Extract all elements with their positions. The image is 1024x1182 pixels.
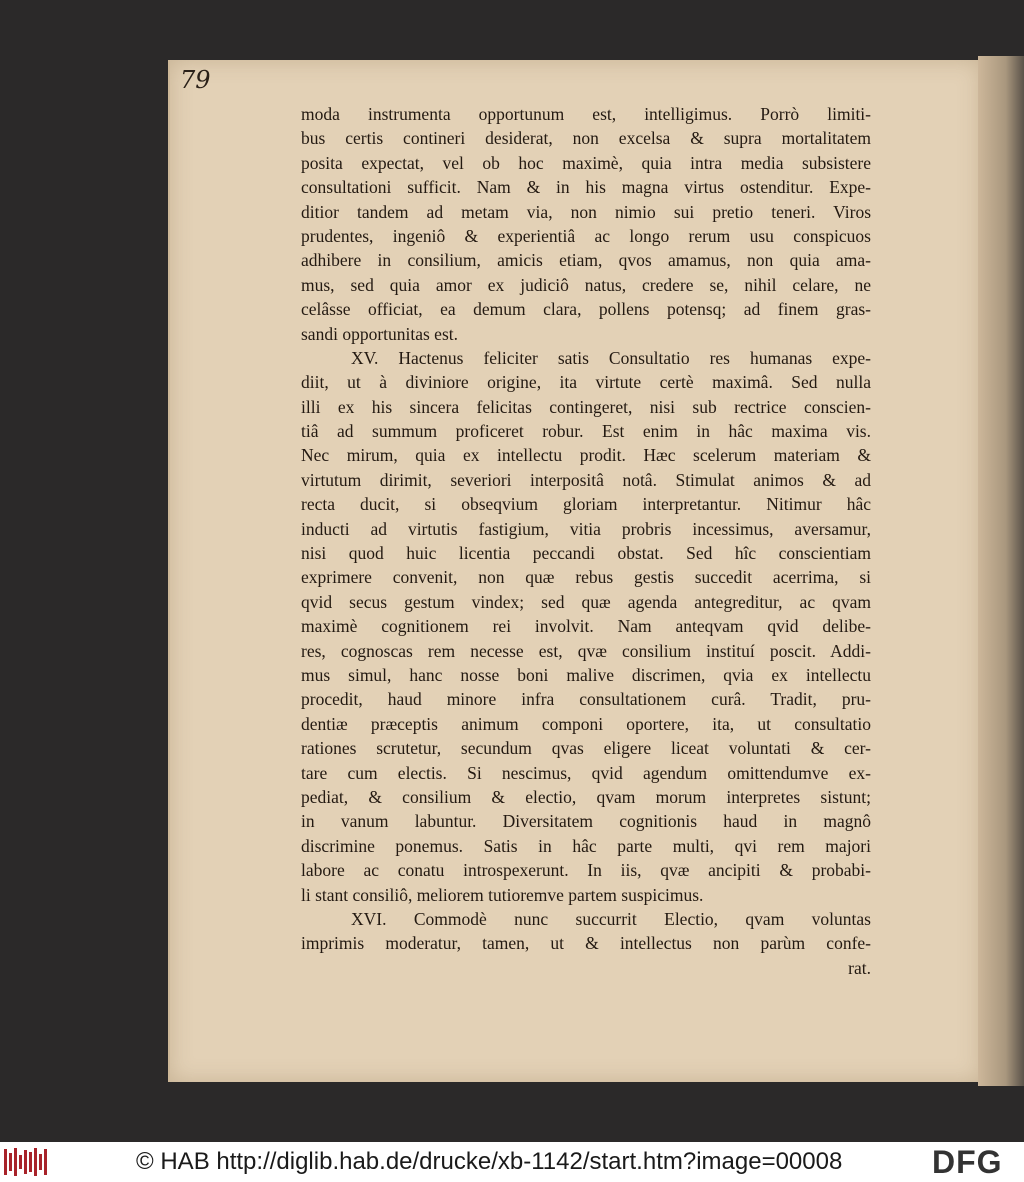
text-line: tiâ ad summum proficeret robur. Est enim in hâc maxima vis. [301,421,871,442]
dfg-logo: DFG [932,1144,1003,1180]
text-line: res, cognoscas rem necesse est, qvæ consilium instituí poscit. Addi- [301,640,871,661]
text-line: virtutum dirimit, severiori interpositâ notâ. Stimulat animos & ad [301,469,871,490]
text-line: ditior tandem ad metam via, non nimio sui pretio teneri. Viros [301,201,871,222]
text-line: rationes scrutetur, secundum qvas eligere liceat voluntati & cer- [301,738,871,759]
text-line: adhibere in consilium, amicis etiam, qvos amamus, non quia ama- [301,250,871,271]
text-line: moda instrumenta opportunum est, intelligimus. Porrò limiti- [301,104,871,124]
text-line: tare cum electis. Si nescimus, qvid agendum omittendumve ex- [301,762,871,783]
text-line: recta ducit, si obseqvium gloriam interpretantur. Nitimur hâc [301,494,871,515]
page-edge [978,56,1024,1086]
text-line: dentiæ præceptis animum componi oportere, ita, ut consultatio [301,713,871,734]
text-line: mus simul, hanc nosse boni malive discrimen, qvia ex intellectu [301,664,871,685]
footer-bar [0,1142,1024,1182]
section-heading-line: XV. Hactenus feliciter satis Consultatio res humanas expe- [351,347,871,368]
section-heading-line: XVI. Commodè nunc succurrit Electio, qvam voluntas [351,908,871,929]
text-line: posita expectat, vel ob hoc maximè, quia intra media subsistere [301,152,871,173]
text-line: procedit, haud minore infra consultationem curâ. Tradit, pru- [301,689,871,710]
text-line: in vanum labuntur. Diversitatem cognitionis haud in magnô [301,811,871,832]
text-line: bus certis contineri desiderat, non excelsa & supra mortalitatem [301,128,871,149]
catchword: rat. [848,957,871,978]
text-line: diit, ut à diviniore origine, ita virtute certè maximâ. Sed nulla [301,372,871,393]
text-line: sandi opportunitas est. [301,323,458,344]
text-line: qvid secus gestum vindex; sed quæ agenda antegreditur, ac qvam [301,591,871,612]
text-line: celâsse officiat, ea demum clara, pollens potensq; ad finem gras- [301,299,871,320]
text-line: exprimere convenit, non quæ rebus gestis succedit acerrima, si [301,567,871,588]
text-line: Nec mirum, quia ex intellectu prodit. Hæc scelerum materiam & [301,445,871,466]
text-line: li stant consiliô, meliorem tutioremve partem suspicimus. [301,884,704,905]
hab-barcode-logo-icon [4,1146,48,1178]
text-line: mus, sed quia amor ex judiciô natus, credere se, nihil celare, ne [301,274,871,295]
text-line: labore ac conatu introspexerunt. In iis, qvæ ancipiti & probabi- [301,860,871,881]
text-line: consultationi sufficit. Nam & in his magna virtus ostenditur. Expe- [301,177,871,198]
text-line: discrimine ponemus. Satis in hâc parte multi, qvi rem majori [301,835,871,856]
page-text [301,102,871,980]
text-line: inducti ad virtutis fastigium, vitia probris incessimus, aversamur, [301,518,871,539]
text-line: maximè cognitionem rei involvit. Nam anteqvam qvid delibe- [301,616,871,637]
text-line: pediat, & consilium & electio, qvam morum interpretes sistunt; [301,786,871,807]
text-line: nisi quod huic licentia peccandi obstat. Sed hîc conscientiam [301,543,871,564]
text-line: imprimis moderatur, tamen, ut & intellectus non parùm confe- [301,933,871,954]
text-line: illi ex his sincera felicitas contingeret, nisi sub rectrice conscien- [301,396,871,417]
page-number: 79 [180,66,211,94]
text-line: prudentes, ingeniô & experientiâ ac longo rerum usu conspicuos [301,225,871,246]
footer-citation-link[interactable]: © HAB http://diglib.hab.de/drucke/xb-1142/start.htm?image=00008 [136,1148,843,1175]
